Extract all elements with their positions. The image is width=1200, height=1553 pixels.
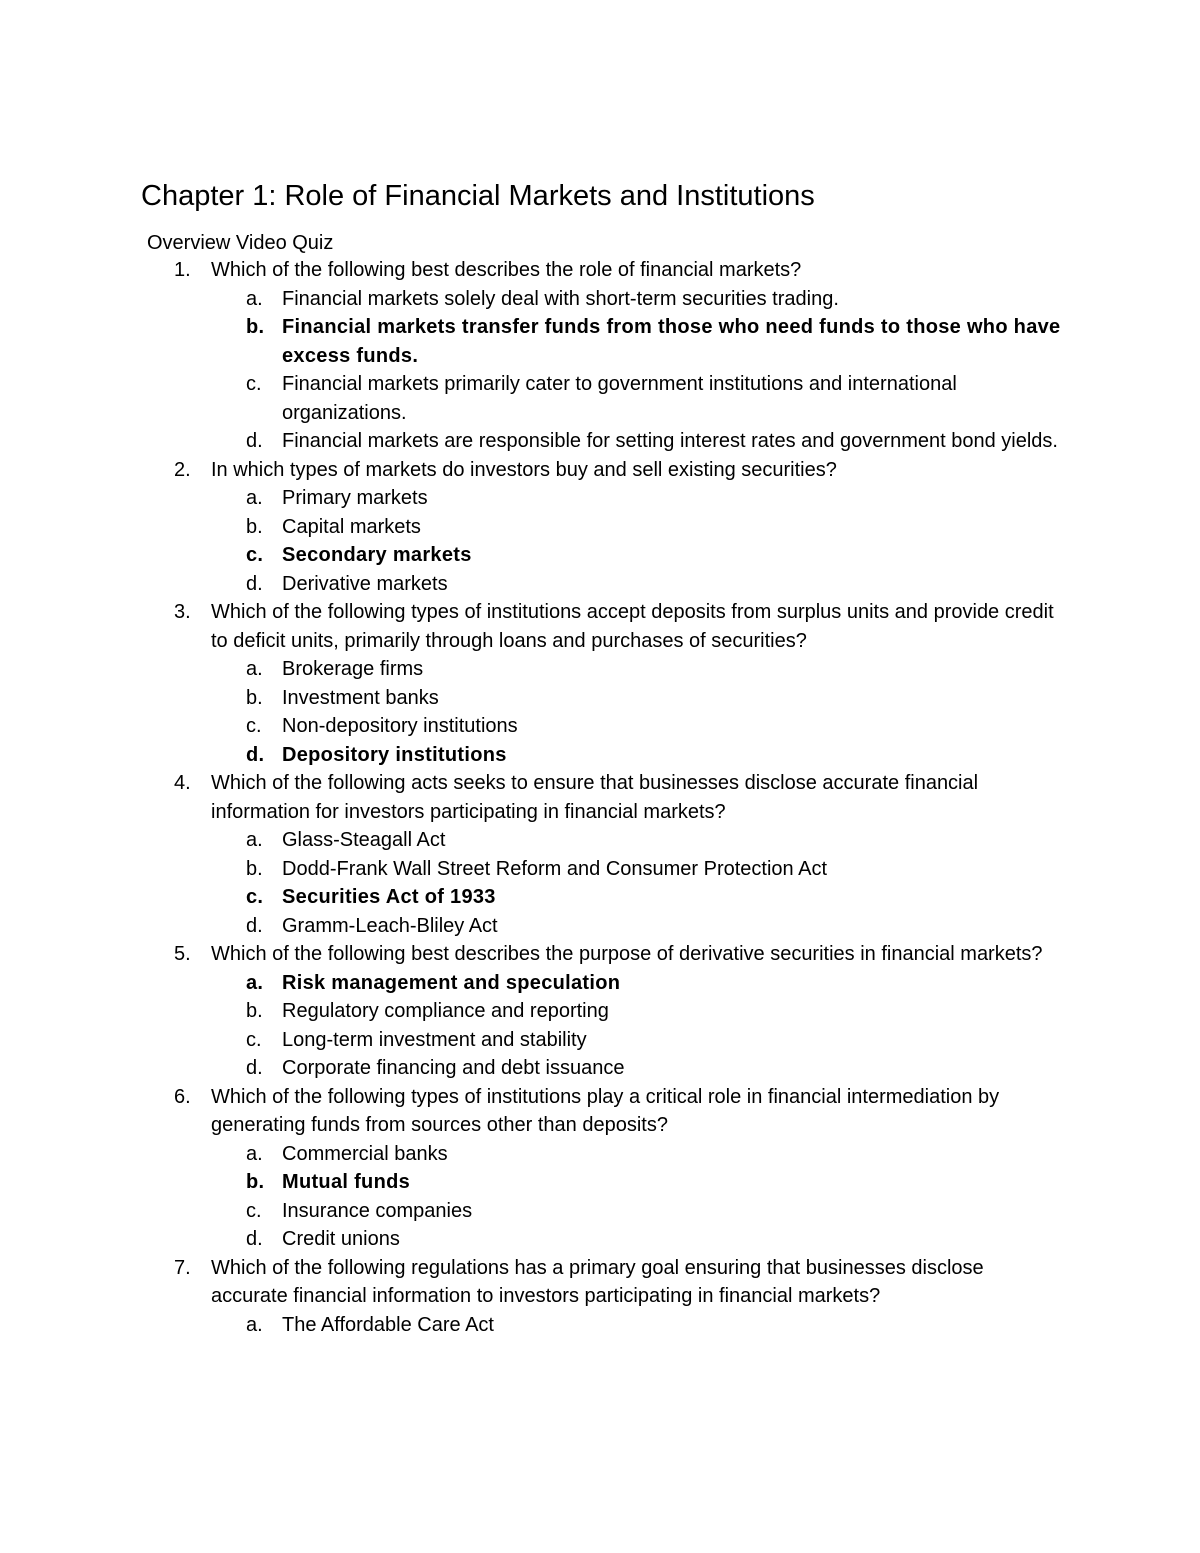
option-text: Financial markets are responsible for setting interest rates and government bond yields.: [282, 430, 1058, 452]
answer-option: [0, 427, 1200, 456]
option-text: Financial markets transfer funds from those who need funds to those who have excess funds.: [282, 316, 1061, 367]
option-text: Long-term investment and stability: [282, 1028, 587, 1051]
option-text: Securities Act of 1933: [282, 886, 496, 908]
option-text: Risk management and speculation: [282, 971, 621, 994]
option-letter: b.: [246, 1000, 263, 1022]
answer-option-correct: [0, 741, 1200, 770]
option-text: Mutual funds: [282, 1171, 411, 1193]
option-letter: d.: [246, 1057, 263, 1079]
question-text: Which of the following types of institutions play a critical role in financial intermediation by generating funds from sources other than deposits?: [211, 1085, 1000, 1136]
answer-option-correct: [0, 541, 1200, 570]
option-text: Regulatory compliance and reporting: [282, 1000, 609, 1022]
option-letter: d.: [246, 743, 265, 766]
answer-option-correct: [0, 969, 1200, 998]
answer-option: [0, 912, 1200, 941]
answer-option: [0, 655, 1200, 684]
question-number: 1.: [174, 259, 191, 281]
question-item: [0, 940, 1200, 969]
answer-option: [0, 1197, 1200, 1226]
question-item: [0, 256, 1200, 285]
option-letter: c.: [246, 1028, 262, 1051]
option-letter: c.: [246, 1199, 262, 1222]
option-text: Financial markets primarily cater to government institutions and international organizations.: [282, 373, 957, 424]
option-text: Corporate financing and debt issuance: [282, 1057, 625, 1079]
question-number: 6.: [174, 1085, 191, 1108]
question-text: Which of the following regulations has a primary goal ensuring that businesses disclose accurate financial information to investors participating in financial markets?: [211, 1256, 984, 1307]
option-text: Capital markets: [282, 515, 421, 538]
option-letter: d.: [246, 1228, 263, 1250]
option-text: Financial markets solely deal with short-term securities trading.: [282, 287, 839, 310]
option-text: Insurance companies: [282, 1199, 473, 1222]
answer-option: [0, 1311, 1200, 1340]
option-text: Secondary markets: [282, 544, 472, 566]
option-letter: a.: [246, 658, 263, 680]
option-letter: c.: [246, 373, 262, 395]
question-number: 7.: [174, 1256, 191, 1279]
answer-option: [0, 370, 1200, 427]
answer-option: [0, 684, 1200, 713]
answer-option: [0, 1054, 1200, 1083]
answer-option-correct: [0, 313, 1200, 370]
answer-option-correct: [0, 1168, 1200, 1197]
answer-option: [0, 1026, 1200, 1055]
answer-option: [0, 1140, 1200, 1169]
question-number: 3.: [174, 601, 191, 623]
option-text: Derivative markets: [282, 572, 448, 595]
option-letter: c.: [246, 715, 262, 737]
option-text: Credit unions: [282, 1228, 400, 1250]
option-text: Non-depository institutions: [282, 715, 518, 737]
question-number: 4.: [174, 772, 191, 794]
option-letter: a.: [246, 287, 263, 310]
answer-option: [0, 570, 1200, 599]
option-letter: c.: [246, 544, 264, 566]
question-item: [0, 456, 1200, 485]
question-number: 5.: [174, 943, 191, 965]
question-text: Which of the following best describes the purpose of derivative securities in financial markets?: [211, 943, 1043, 965]
option-letter: b.: [246, 857, 263, 880]
question-text: In which types of markets do investors buy and sell existing securities?: [211, 458, 837, 481]
option-letter: b.: [246, 1171, 265, 1193]
option-letter: a.: [246, 1142, 263, 1165]
option-text: Brokerage firms: [282, 658, 424, 680]
question-item: [0, 598, 1200, 655]
answer-option: [0, 513, 1200, 542]
option-text: Commercial banks: [282, 1142, 448, 1165]
answer-option: [0, 1225, 1200, 1254]
option-letter: a.: [246, 487, 263, 509]
answer-option: [0, 285, 1200, 314]
answer-option: [0, 826, 1200, 855]
option-letter: a.: [246, 1313, 263, 1336]
answer-option: [0, 712, 1200, 741]
question-list: [0, 256, 1200, 1339]
option-letter: d.: [246, 914, 263, 937]
quiz-subtitle: Overview Video Quiz: [147, 232, 334, 254]
answer-option: [0, 484, 1200, 513]
question-item: [0, 1083, 1200, 1140]
question-item: [0, 769, 1200, 826]
option-text: Depository institutions: [282, 743, 507, 766]
option-letter: b.: [246, 515, 263, 538]
question-text: Which of the following acts seeks to ensure that businesses disclose accurate financial information for investors participating in financial markets?: [211, 772, 979, 823]
option-text: Investment banks: [282, 686, 439, 709]
option-text: Dodd-Frank Wall Street Reform and Consumer Protection Act: [282, 857, 828, 880]
page-title: Chapter 1: Role of Financial Markets and Institutions: [141, 180, 815, 212]
question-text: Which of the following types of institutions accept deposits from surplus units and provide credit to deficit units, primarily through loans and purchases of securities?: [211, 601, 1054, 652]
answer-option-correct: [0, 883, 1200, 912]
option-text: Gramm-Leach-Bliley Act: [282, 914, 498, 937]
option-letter: b.: [246, 686, 263, 709]
option-text: Primary markets: [282, 487, 428, 509]
option-text: The Affordable Care Act: [282, 1313, 494, 1336]
option-letter: a.: [246, 829, 263, 851]
option-letter: b.: [246, 316, 265, 338]
question-number: 2.: [174, 458, 191, 481]
question-text: Which of the following best describes the role of financial markets?: [211, 259, 802, 281]
option-text: Glass-Steagall Act: [282, 829, 446, 851]
question-item: [0, 1254, 1200, 1311]
option-letter: d.: [246, 430, 263, 452]
answer-option: [0, 855, 1200, 884]
option-letter: d.: [246, 572, 263, 595]
option-letter: c.: [246, 886, 264, 908]
option-letter: a.: [246, 971, 264, 994]
answer-option: [0, 997, 1200, 1026]
